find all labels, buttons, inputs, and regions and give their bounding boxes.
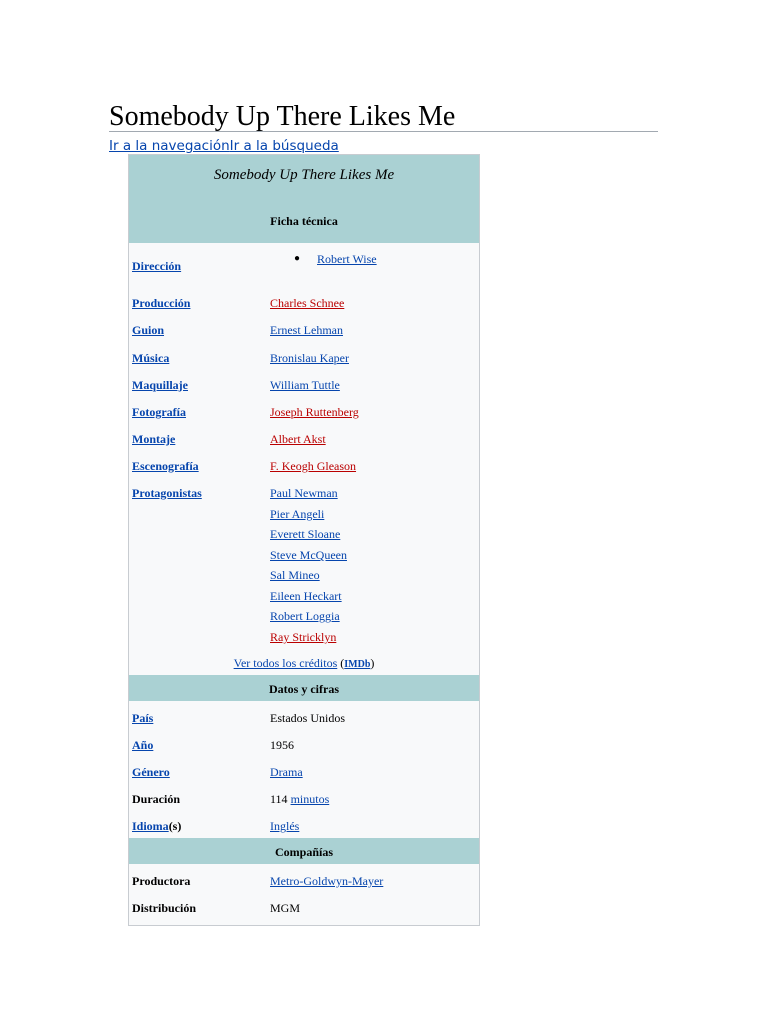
ernest-lehman-link[interactable]: Ernest Lehman	[270, 323, 343, 337]
row-value-produccion	[270, 295, 344, 311]
bronislau-kaper-link[interactable]: Bronislau Kaper	[270, 351, 349, 365]
cast-steve-mcqueen-link[interactable]: Steve McQueen	[270, 548, 347, 562]
produccion-link[interactable]: Producción	[132, 296, 191, 310]
row-label-guion	[132, 322, 164, 338]
cast-eileen-heckart-link[interactable]: Eileen Heckart	[270, 589, 342, 603]
row-label-musica	[132, 350, 169, 366]
row-label-escenografia	[132, 458, 199, 474]
row-label-direccion	[132, 258, 181, 274]
cast-robert-loggia-link[interactable]: Robert Loggia	[270, 609, 340, 623]
charles-schnee-link[interactable]: Charles Schnee	[270, 296, 345, 310]
cast-paul-newman-link[interactable]: Paul Newman	[270, 486, 338, 500]
row-value-productora	[270, 873, 383, 889]
row-value-direccion	[317, 251, 377, 267]
minutos-link[interactable]: minutos	[290, 792, 330, 806]
protagonistas-link[interactable]: Protagonistas	[132, 486, 202, 500]
cast-list-item	[270, 608, 340, 624]
robert-wise-link[interactable]: Robert Wise	[317, 252, 377, 266]
row-label-anio	[132, 737, 153, 753]
row-value-genero	[270, 764, 303, 780]
william-tuttle-link[interactable]: William Tuttle	[270, 378, 340, 392]
full-credits-line	[129, 655, 479, 673]
maquillaje-link[interactable]: Maquillaje	[132, 378, 188, 392]
section-datos-title: Datos y cifras	[269, 682, 339, 696]
skip-links	[109, 137, 339, 155]
anio-link[interactable]: Año	[132, 738, 154, 752]
cast-list-item	[270, 547, 347, 563]
credits-paren-close: )	[370, 656, 375, 670]
skip-to-search-link[interactable]: Ir a la búsqueda	[229, 138, 339, 154]
montaje-link[interactable]: Montaje	[132, 432, 176, 446]
row-value-anio: 1956	[270, 738, 294, 752]
cast-everett-sloane-link[interactable]: Everett Sloane	[270, 527, 341, 541]
idioma-link[interactable]: Idioma	[132, 819, 169, 833]
cast-list-item	[270, 506, 324, 522]
row-value-musica	[270, 350, 349, 366]
f-keogh-gleason-link[interactable]: F. Keogh Gleason	[270, 459, 357, 473]
cast-list-item	[270, 588, 342, 604]
cast-list-item	[270, 485, 338, 501]
row-value-fotografia	[270, 404, 359, 420]
infobox-title: Somebody Up There Likes Me	[213, 167, 395, 183]
cast-pier-angeli-link[interactable]: Pier Angeli	[270, 507, 325, 521]
albert-akst-link[interactable]: Albert Akst	[270, 432, 326, 446]
title-divider	[109, 131, 658, 132]
cast-list-item	[270, 629, 336, 645]
infobox	[128, 154, 480, 926]
row-value-montaje	[270, 431, 326, 447]
guion-link[interactable]: Guion	[132, 323, 165, 337]
row-label-distribucion: Distribución	[132, 901, 197, 915]
page-title: Somebody Up There Likes Me	[109, 101, 456, 132]
cast-list-item	[270, 526, 340, 542]
row-value-idioma	[270, 818, 299, 834]
row-value-escenografia	[270, 458, 356, 474]
row-value-duracion	[270, 791, 329, 807]
row-label-duracion: Duración	[132, 792, 180, 806]
row-value-distribucion: MGM	[270, 901, 301, 915]
row-label-produccion	[132, 295, 190, 311]
direccion-link[interactable]: Dirección	[132, 259, 182, 273]
cast-list-item	[270, 567, 320, 583]
row-label-maquillaje	[132, 377, 188, 393]
idioma-suffix: (s)	[168, 819, 182, 833]
row-label-fotografia	[132, 404, 186, 420]
escenografia-link[interactable]: Escenografía	[132, 459, 199, 473]
infobox-title-header	[129, 155, 479, 243]
skip-to-navigation-link[interactable]: Ir a la navegación	[109, 138, 230, 154]
row-label-productora: Productora	[132, 874, 191, 888]
section-companias-header	[129, 838, 479, 864]
bullet-icon: ●	[294, 253, 301, 264]
row-label-pais	[132, 710, 153, 726]
drama-link[interactable]: Drama	[270, 765, 303, 779]
fotografia-link[interactable]: Fotografía	[132, 405, 186, 419]
joseph-ruttenberg-link[interactable]: Joseph Ruttenberg	[270, 405, 359, 419]
section-companias-title: Compañías	[274, 845, 333, 859]
musica-link[interactable]: Música	[132, 351, 170, 365]
ingles-link[interactable]: Inglés	[270, 819, 300, 833]
cast-sal-mineo-link[interactable]: Sal Mineo	[270, 568, 320, 582]
genero-link[interactable]: Género	[132, 765, 170, 779]
section-datos-header	[129, 675, 479, 701]
pais-link[interactable]: País	[132, 711, 154, 725]
row-label-idioma	[132, 818, 181, 834]
imdb-link[interactable]: IMDb	[344, 659, 371, 670]
section-ficha-tecnica: Ficha técnica	[270, 214, 338, 228]
row-label-protagonistas	[132, 485, 202, 501]
duracion-number: 114	[270, 792, 288, 806]
row-label-genero	[132, 764, 170, 780]
full-credits-link[interactable]: Ver todos los créditos	[233, 656, 338, 670]
row-value-pais: Estados Unidos	[270, 711, 345, 725]
row-value-maquillaje	[270, 377, 340, 393]
credits-paren-open: (	[340, 656, 345, 670]
row-label-montaje	[132, 431, 175, 447]
mgm-studio-link[interactable]: Metro-Goldwyn-Mayer	[270, 874, 384, 888]
row-value-guion	[270, 322, 343, 338]
cast-ray-stricklyn-link[interactable]: Ray Stricklyn	[270, 630, 337, 644]
